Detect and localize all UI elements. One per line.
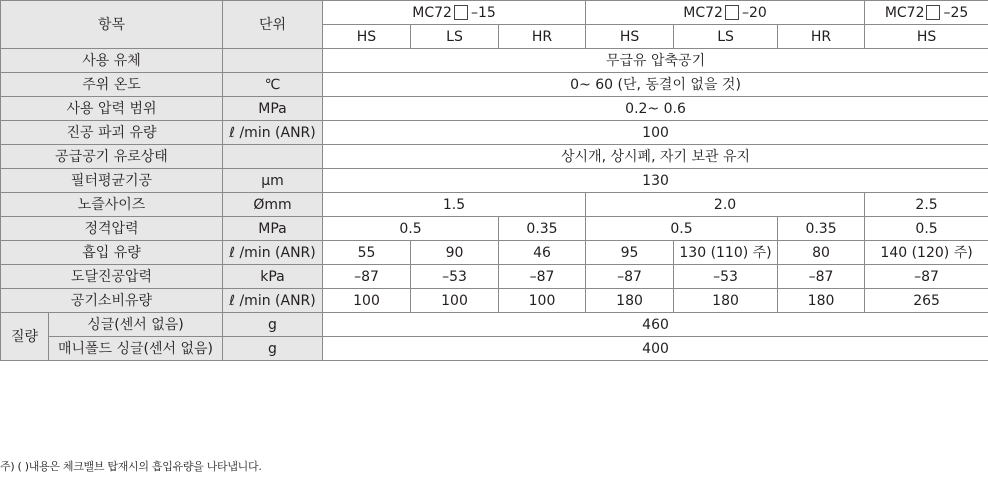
- row-value: 460: [323, 313, 988, 337]
- row-label: 진공 파괴 유량: [1, 121, 223, 145]
- row-label: 주위 온도: [1, 73, 223, 97]
- header-row-models: [1, 1, 988, 25]
- subcol-header: LS: [411, 25, 499, 49]
- row-value: 130 (110) 주): [674, 241, 778, 265]
- header-model-25: [865, 1, 988, 25]
- row-value: 1.5: [323, 193, 586, 217]
- row-value: 상시개, 상시폐, 자기 보관 유지: [323, 145, 988, 169]
- row-value: 2.0: [586, 193, 865, 217]
- row-label: 공기소비유량: [1, 289, 223, 313]
- row-unit: [223, 49, 323, 73]
- row-vacuum: [1, 265, 988, 289]
- row-pressure: [1, 97, 988, 121]
- row-unit: kPa: [223, 265, 323, 289]
- row-unit: ℓ /min (ANR): [223, 289, 323, 313]
- row-rated: [1, 217, 988, 241]
- row-value: –87: [499, 265, 586, 289]
- row-value: 80: [778, 241, 865, 265]
- row-value: 0.35: [499, 217, 586, 241]
- row-value: –87: [586, 265, 674, 289]
- row-label: 싱글(센서 없음): [49, 313, 223, 337]
- row-unit: ℓ /min (ANR): [223, 241, 323, 265]
- row-value: 55: [323, 241, 411, 265]
- row-value: 100: [323, 289, 411, 313]
- model-suffix: –20: [741, 5, 767, 21]
- row-value: 0.2~ 0.6: [323, 97, 988, 121]
- placeholder-box-icon: [725, 5, 739, 20]
- row-value: 0~ 60 (단, 동결이 없을 것): [323, 73, 988, 97]
- row-label: 공급공기 유로상태: [1, 145, 223, 169]
- row-label: 흡입 유량: [1, 241, 223, 265]
- subcol-header: HS: [586, 25, 674, 49]
- row-filter: [1, 169, 988, 193]
- row-label: 필터평균기공: [1, 169, 223, 193]
- row-value: 100: [323, 121, 988, 145]
- row-label: 사용 압력 범위: [1, 97, 223, 121]
- row-unit: g: [223, 337, 323, 361]
- row-label: 노즐사이즈: [1, 193, 223, 217]
- row-aircons: [1, 289, 988, 313]
- row-value: 100: [499, 289, 586, 313]
- subcol-header: HS: [865, 25, 988, 49]
- row-value: 46: [499, 241, 586, 265]
- row-value: –87: [865, 265, 988, 289]
- row-label: 도달진공압력: [1, 265, 223, 289]
- header-model-15: [323, 1, 586, 25]
- row-value: 265: [865, 289, 988, 313]
- row-unit: ℓ /min (ANR): [223, 121, 323, 145]
- row-value: 0.5: [865, 217, 988, 241]
- row-weight-manifold: [1, 337, 988, 361]
- row-unit: MPa: [223, 97, 323, 121]
- row-value: 2.5: [865, 193, 988, 217]
- row-value: 130: [323, 169, 988, 193]
- row-value: 140 (120) 주): [865, 241, 988, 265]
- placeholder-box-icon: [454, 5, 468, 20]
- model-prefix: MC72: [412, 5, 452, 21]
- row-value: 0.5: [323, 217, 499, 241]
- row-label: 정격압력: [1, 217, 223, 241]
- row-value: 400: [323, 337, 988, 361]
- row-value: 100: [411, 289, 499, 313]
- row-supply: [1, 145, 988, 169]
- footnote: 주) ( )내용은 체크밸브 탑재시의 흡입유량을 나타냅니다.: [0, 460, 262, 473]
- row-unit: g: [223, 313, 323, 337]
- subcol-header: HR: [778, 25, 865, 49]
- model-prefix: MC72: [884, 5, 925, 21]
- model-prefix: MC72: [683, 5, 723, 21]
- row-value: 95: [586, 241, 674, 265]
- row-value: 180: [778, 289, 865, 313]
- row-value: –87: [323, 265, 411, 289]
- model-suffix: –15: [470, 5, 496, 21]
- row-unit: Ømm: [223, 193, 323, 217]
- row-suction: [1, 241, 988, 265]
- subcol-header: LS: [674, 25, 778, 49]
- header-item: 항목: [1, 1, 223, 49]
- row-label: 매니폴드 싱글(센서 없음): [49, 337, 223, 361]
- row-weight-single: [1, 313, 988, 337]
- row-breakflow: [1, 121, 988, 145]
- row-unit: ℃: [223, 73, 323, 97]
- subcol-header: HS: [323, 25, 411, 49]
- row-unit: μm: [223, 169, 323, 193]
- row-nozzle: [1, 193, 988, 217]
- row-value: 0.35: [778, 217, 865, 241]
- header-model-20: [586, 1, 865, 25]
- subcol-header: HR: [499, 25, 586, 49]
- row-value: 0.5: [586, 217, 778, 241]
- row-value: 90: [411, 241, 499, 265]
- header-unit: 단위: [223, 1, 323, 49]
- row-value: –87: [778, 265, 865, 289]
- weight-label: 질량: [1, 313, 49, 361]
- row-value: –53: [411, 265, 499, 289]
- model-suffix: –25: [943, 5, 969, 21]
- placeholder-box-icon: [926, 5, 940, 20]
- row-unit: MPa: [223, 217, 323, 241]
- row-value: 180: [674, 289, 778, 313]
- row-value: 무급유 압축공기: [323, 49, 988, 73]
- row-temp: [1, 73, 988, 97]
- row-label: 사용 유체: [1, 49, 223, 73]
- row-unit: [223, 145, 323, 169]
- row-value: 180: [586, 289, 674, 313]
- row-fluid: [1, 49, 988, 73]
- row-value: –53: [674, 265, 778, 289]
